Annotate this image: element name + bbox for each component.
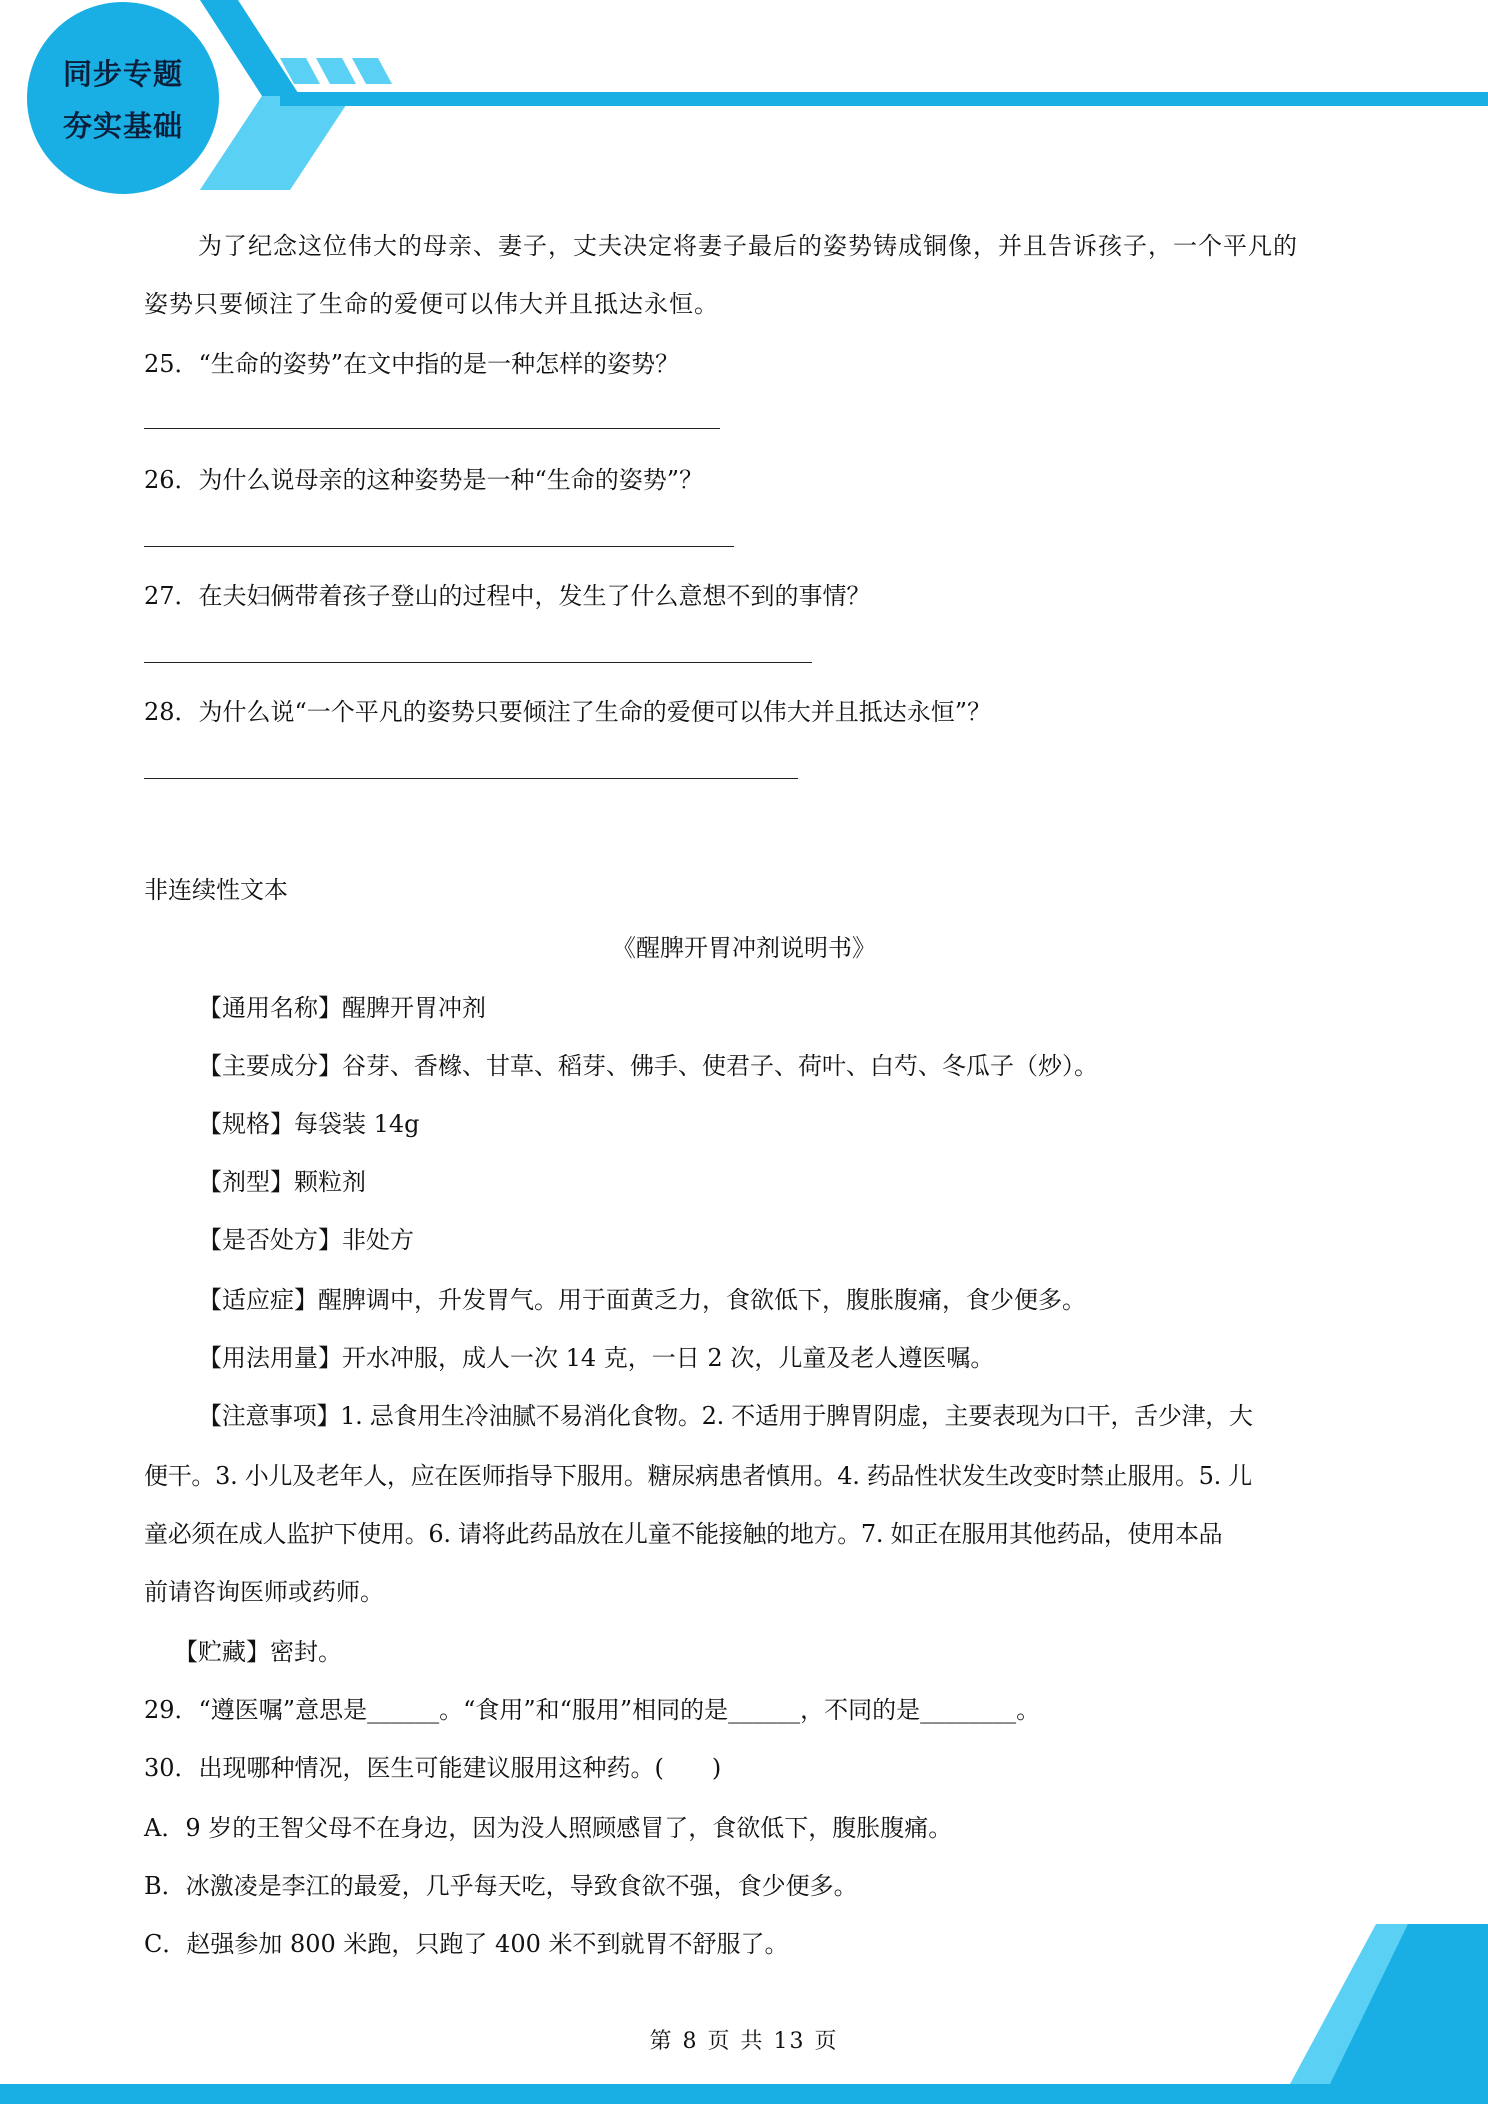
document-title: 《醒脾开胃冲剂说明书》	[612, 934, 876, 962]
cautions-line-4: 前请咨询医师或药师。	[144, 1578, 384, 1606]
question-26: 26．为什么说母亲的这种姿势是一种“生命的姿势”？	[144, 466, 704, 494]
footer-banner	[0, 1924, 1488, 2104]
answer-line-27[interactable]	[144, 662, 812, 663]
badge-line-2: 夯实基础	[62, 109, 183, 143]
section-heading: 非连续性文本	[144, 876, 288, 904]
story-line-2: 姿势只要倾注了生命的爱便可以伟大并且抵达永恒。	[144, 290, 719, 318]
item-storage: 【贮藏】密封。	[174, 1638, 342, 1666]
item-ingredients: 【主要成分】谷芽、香橼、甘草、稻芽、佛手、使君子、荷叶、白芍、冬瓜子（炒）。	[198, 1052, 1098, 1080]
answer-line-25[interactable]	[144, 428, 720, 429]
header-badge-circle	[27, 2, 219, 194]
footer-bar	[0, 2084, 1488, 2104]
item-prescription: 【是否处方】非处方	[198, 1226, 414, 1254]
item-dosage-form: 【剂型】颗粒剂	[198, 1168, 366, 1196]
badge-line-1: 同步专题	[62, 57, 183, 91]
cautions-line-2: 便干。3. 小儿及老年人，应在医师指导下服用。糖尿病患者慎用。4. 药品性状发生改变时禁止服用。5. 儿	[144, 1462, 1252, 1490]
item-usage: 【用法用量】开水冲服，成人一次 14 克，一日 2 次，儿童及老人遵医嘱。	[198, 1344, 995, 1372]
item-generic-name: 【通用名称】醒脾开胃冲剂	[198, 994, 486, 1022]
page-number: 第 8 页 共 13 页	[649, 2029, 839, 2054]
question-30: 30．出现哪种情况，医生可能建议服用这种药。( )	[144, 1754, 722, 1782]
cautions-line-1: 【注意事项】1. 忌食用生冷油腻不易消化食物。2. 不适用于脾胃阴虚，主要表现为口干，舌少津，大	[198, 1402, 1253, 1430]
header-stripe	[352, 58, 392, 84]
header-chevron-light	[200, 96, 352, 190]
story-line-1: 为了纪念这位伟大的母亲、妻子，丈夫决定将妻子最后的姿势铸成铜像，并且告诉孩子，一个平凡的	[198, 232, 1298, 260]
item-indications: 【适应症】醒脾调中，升发胃气。用于面黄乏力，食欲低下，腹胀腹痛，食少便多。	[198, 1286, 1086, 1314]
answer-line-26[interactable]	[144, 546, 734, 547]
header-banner	[0, 0, 1488, 200]
option-a[interactable]: A．9 岁的王智父母不在身边，因为没人照顾感冒了，食欲低下，腹胀腹痛。	[144, 1814, 953, 1842]
option-b[interactable]: B．冰激凌是李江的最爱，几乎每天吃，导致食欲不强，食少便多。	[144, 1872, 858, 1900]
header-stripe	[316, 58, 356, 84]
question-27: 27．在夫妇俩带着孩子登山的过程中，发生了什么意想不到的事情？	[144, 582, 871, 610]
option-c[interactable]: C．赵强参加 800 米跑，只跑了 400 米不到就胃不舒服了。	[144, 1930, 789, 1958]
cautions-line-3: 童必须在成人监护下使用。6. 请将此药品放在儿童不能接触的地方。7. 如正在服用其他药品，使用本品	[144, 1520, 1223, 1548]
question-25: 25．“生命的姿势”在文中指的是一种怎样的姿势？	[144, 350, 680, 378]
question-29[interactable]: 29．“遵医嘱”意思是______。“食用”和“服用”相同的是______，不同的是________。	[144, 1696, 1041, 1724]
header-bar	[280, 92, 1488, 106]
item-specification: 【规格】每袋装 14g	[198, 1110, 420, 1138]
answer-line-28[interactable]	[144, 778, 798, 779]
question-28: 28．为什么说“一个平凡的姿势只要倾注了生命的爱便可以伟大并且抵达永恒”？	[144, 698, 992, 726]
